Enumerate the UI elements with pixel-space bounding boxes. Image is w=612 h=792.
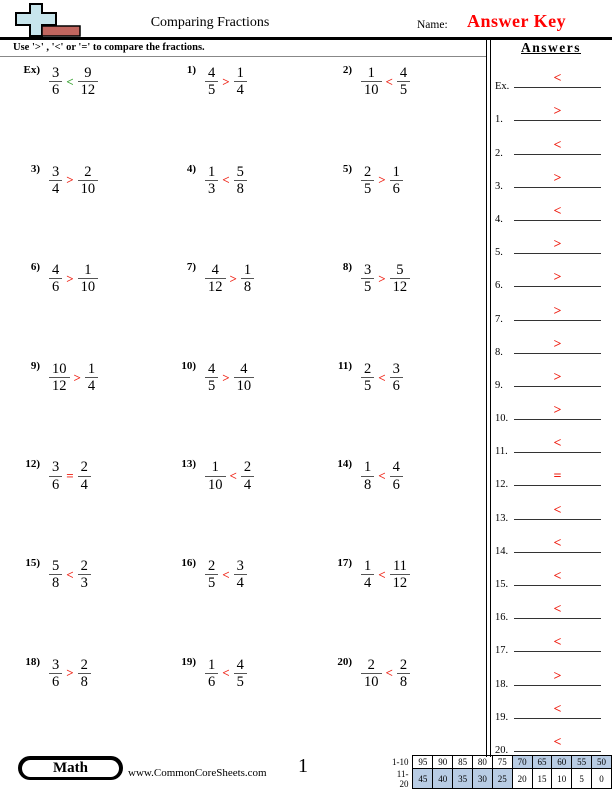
score-cell: 0	[592, 769, 612, 789]
problem-5	[326, 159, 482, 258]
problem-number: 20)	[337, 655, 352, 668]
score-cell: 55	[572, 756, 592, 769]
comparison-symbol: >	[378, 172, 386, 188]
problem-18	[14, 652, 170, 751]
comparison-symbol: <	[66, 73, 74, 89]
fraction-left: $\frac{3}{5}$	[361, 262, 374, 295]
answer-symbol: >	[553, 104, 562, 120]
answer-row-16	[492, 593, 610, 626]
fraction-right: $\frac{4}{5}$	[397, 65, 410, 98]
fraction-left: $\frac{2}{5}$	[361, 164, 374, 197]
answer-symbol: >	[553, 237, 562, 253]
answers-list	[492, 62, 610, 759]
answer-symbol: >	[553, 270, 562, 286]
fraction-right: $\frac{5}{8}$	[234, 164, 247, 197]
fraction-left: $\frac{3}{4}$	[49, 164, 62, 197]
score-cell: 65	[532, 756, 552, 769]
answer-number: 4.	[495, 213, 503, 225]
comparison-symbol: <	[222, 172, 230, 188]
answer-row-5	[492, 228, 610, 261]
answer-row-14	[492, 527, 610, 560]
problem-number: 3)	[30, 162, 40, 175]
answer-row-13	[492, 493, 610, 526]
answer-blank	[514, 268, 601, 287]
problem-20	[326, 652, 482, 751]
instruction-divider	[0, 56, 487, 57]
answer-number: 19.	[495, 711, 509, 723]
problem-number: 4)	[186, 162, 196, 175]
answer-blank	[514, 733, 601, 752]
answer-number: 14.	[495, 545, 509, 557]
problem-7	[170, 257, 326, 356]
score-cell: 25	[492, 769, 512, 789]
website-url: www.CommonCoreSheets.com	[128, 767, 267, 779]
subject-label: Math	[22, 760, 119, 777]
comparison-symbol: =	[66, 468, 74, 484]
answer-blank	[514, 600, 601, 619]
problem-12	[14, 454, 170, 553]
answer-row-3	[492, 162, 610, 195]
score-cell: 10	[552, 769, 572, 789]
answer-symbol: <	[553, 701, 562, 717]
fraction-left: $\frac{1}{6}$	[205, 657, 218, 690]
score-cell: 15	[532, 769, 552, 789]
answer-number: 17.	[495, 645, 509, 657]
comparison-symbol: <	[385, 665, 393, 681]
fraction-right: $\frac{2}{10}$	[78, 164, 99, 197]
problem-number: 12)	[25, 458, 40, 471]
problem-number: 15)	[25, 556, 40, 569]
answer-blank	[514, 169, 601, 188]
problem-6	[14, 257, 170, 356]
score-cell: 45	[413, 769, 433, 789]
answer-number: 11.	[495, 446, 508, 458]
score-row-label: 11-20	[396, 768, 409, 789]
problem-number: 5)	[342, 162, 352, 175]
fraction-left: $\frac{4}{12}$	[205, 262, 226, 295]
answer-number: 10.	[495, 413, 509, 425]
answer-row-4	[492, 195, 610, 228]
score-cell: 85	[453, 756, 473, 769]
fraction-right: $\frac{5}{12}$	[390, 262, 411, 295]
fraction-left: $\frac{1}{4}$	[361, 558, 374, 591]
fraction-right: $\frac{2}{4}$	[78, 459, 91, 492]
score-cell: 5	[572, 769, 592, 789]
answer-symbol: <	[553, 569, 562, 584]
comparison-symbol: >	[66, 665, 74, 681]
answer-symbol: >	[553, 303, 562, 319]
score-cell: 80	[473, 756, 493, 769]
answer-number: 13.	[495, 512, 509, 524]
score-row-11-20	[388, 769, 612, 789]
answer-blank	[514, 401, 601, 420]
fraction-left: $\frac{2}{5}$	[361, 361, 374, 394]
fraction-left: $\frac{3}{6}$	[49, 459, 62, 492]
name-label: Name:	[417, 19, 448, 31]
comparison-symbol: <	[378, 369, 386, 385]
problem-17	[326, 553, 482, 652]
fraction-left: $\frac{3}{6}$	[49, 65, 62, 98]
answer-symbol: <	[553, 137, 562, 153]
answer-row-7	[492, 294, 610, 327]
fraction-left: $\frac{4}{5}$	[205, 361, 218, 394]
fraction-left: $\frac{1}{8}$	[361, 459, 374, 492]
fraction-left: $\frac{2}{5}$	[205, 558, 218, 591]
fraction-left: $\frac{4}{5}$	[205, 65, 218, 98]
fraction-right: $\frac{1}{10}$	[78, 262, 99, 295]
problem-13	[170, 454, 326, 553]
fraction-right: $\frac{9}{12}$	[78, 65, 99, 98]
answer-blank	[514, 567, 601, 586]
fraction-left: $\frac{3}{6}$	[49, 657, 62, 690]
answer-symbol: <	[553, 602, 562, 618]
answer-key-label: Answer Key	[467, 11, 567, 31]
answer-blank	[514, 69, 601, 88]
answers-divider	[486, 40, 491, 757]
answer-row-11	[492, 427, 610, 460]
answer-blank	[514, 501, 601, 520]
answer-row-6	[492, 261, 610, 294]
answer-symbol: <	[553, 734, 562, 750]
comparison-symbol: <	[378, 566, 386, 582]
problems-grid	[14, 60, 486, 750]
problem-19	[170, 652, 326, 751]
problem-2	[326, 60, 482, 159]
answer-number: 9.	[495, 379, 503, 391]
answer-row-18	[492, 659, 610, 692]
fraction-right: $\frac{1}{4}$	[234, 65, 247, 98]
fraction-left: $\frac{1}{3}$	[205, 164, 218, 197]
answer-blank	[514, 102, 601, 121]
problem-number: 19)	[181, 655, 196, 668]
problem-10	[170, 356, 326, 455]
answer-blank	[514, 235, 601, 254]
answer-symbol: >	[553, 336, 562, 352]
answer-number: 15.	[495, 579, 509, 590]
comparison-symbol: <	[385, 73, 393, 89]
comparison-symbol: <	[222, 566, 230, 582]
fraction-left: $\frac{5}{8}$	[49, 558, 62, 591]
fraction-right: $\frac{3}{6}$	[390, 361, 403, 394]
answer-symbol: <	[553, 203, 562, 219]
answer-row-12	[492, 460, 610, 493]
score-cell: 75	[492, 756, 512, 769]
problem-number: 9)	[30, 359, 40, 372]
answer-symbol: <	[553, 635, 562, 651]
fraction-right: $\frac{2}{8}$	[78, 657, 91, 690]
answer-blank	[514, 534, 601, 553]
problem-number: 14)	[337, 458, 352, 471]
fraction-right: $\frac{11}{12}$	[390, 558, 411, 591]
answer-blank	[514, 434, 601, 453]
problem-3	[14, 159, 170, 258]
answer-blank	[514, 700, 601, 719]
problem-number: 2)	[342, 64, 352, 76]
comparison-symbol: <	[378, 468, 386, 484]
score-cell: 90	[433, 756, 453, 769]
problem-number: 17)	[337, 556, 352, 569]
answer-row-20	[492, 726, 610, 759]
score-row-label: 1-10	[391, 757, 409, 767]
fraction-right: $\frac{2}{3}$	[78, 558, 91, 591]
answer-number: 5.	[495, 247, 503, 259]
fraction-right: $\frac{2}{4}$	[241, 459, 254, 492]
problem-number: 13)	[181, 458, 196, 471]
answer-blank	[514, 335, 601, 354]
comparison-symbol: <	[229, 468, 237, 484]
problem-number: 7)	[186, 261, 196, 274]
problem-number: 8)	[342, 261, 352, 274]
fraction-right: $\frac{4}{10}$	[234, 361, 255, 394]
answer-blank	[514, 368, 601, 387]
problem-number: 18)	[25, 655, 40, 668]
answer-number: 2.	[495, 147, 503, 159]
problem-14	[326, 454, 482, 553]
answer-number: Ex.	[495, 81, 510, 93]
comparison-symbol: >	[222, 73, 230, 89]
problem-11	[326, 356, 482, 455]
answer-number: 18.	[495, 678, 509, 690]
subject-badge	[18, 756, 123, 780]
problem-ex	[14, 60, 170, 159]
comparison-symbol: >	[66, 270, 74, 286]
page-title: Comparing Fractions	[150, 15, 270, 30]
answer-symbol: <	[553, 436, 562, 452]
score-cell: 95	[413, 756, 433, 769]
answer-symbol: >	[553, 369, 562, 385]
score-cell: 60	[552, 756, 572, 769]
fraction-right: $\frac{4}{5}$	[234, 657, 247, 690]
problem-8	[326, 257, 482, 356]
problem-number: 6)	[30, 261, 40, 274]
answer-symbol: <	[553, 502, 562, 518]
score-cell: 35	[453, 769, 473, 789]
answer-number: 6.	[495, 280, 503, 292]
problem-1	[170, 60, 326, 159]
comparison-symbol: <	[222, 665, 230, 681]
fraction-right: $\frac{4}{6}$	[390, 459, 403, 492]
answer-blank	[514, 467, 601, 486]
comparison-symbol: >	[66, 172, 74, 188]
answer-number: 16.	[495, 612, 509, 624]
comparison-symbol: >	[222, 369, 230, 385]
answer-number: 20.	[495, 744, 509, 756]
answer-number: 8.	[495, 346, 503, 358]
answer-symbol: >	[553, 668, 562, 684]
fraction-right: $\frac{1}{8}$	[241, 262, 254, 295]
problem-4	[170, 159, 326, 258]
score-cell: 20	[512, 769, 532, 789]
fraction-right: $\frac{1}{6}$	[390, 164, 403, 197]
answers-heading: Answers	[521, 40, 581, 55]
answer-row-1	[492, 95, 610, 128]
answer-row-8	[492, 328, 610, 361]
answer-row-15	[492, 560, 610, 593]
answer-row-17	[492, 626, 610, 659]
problem-number: 10)	[181, 359, 196, 372]
answer-symbol: <	[553, 71, 562, 87]
problem-number: Ex)	[23, 64, 40, 76]
comparison-symbol: >	[378, 270, 386, 286]
answer-row-ex	[492, 62, 610, 95]
instruction-text: Use '>' , '<' or '=' to compare the fractions.	[13, 42, 205, 53]
answer-blank	[514, 633, 601, 652]
answer-symbol: =	[553, 469, 562, 485]
comparison-symbol: >	[73, 369, 81, 385]
score-cell: 70	[512, 756, 532, 769]
answer-symbol: <	[553, 535, 562, 551]
fraction-left: $\frac{2}{10}$	[361, 657, 382, 690]
plus-sign-and-block-icon	[12, 2, 84, 43]
problem-number: 16)	[181, 556, 196, 569]
problem-15	[14, 553, 170, 652]
page-number: 1	[298, 755, 308, 777]
answer-blank	[514, 667, 601, 686]
answer-row-2	[492, 128, 610, 161]
fraction-left: $\frac{10}{12}$	[49, 361, 70, 394]
answer-row-10	[492, 394, 610, 427]
score-row-1-10	[388, 756, 612, 769]
problem-16	[170, 553, 326, 652]
fraction-right: $\frac{2}{8}$	[397, 657, 410, 690]
answer-blank	[514, 136, 601, 155]
score-table	[388, 755, 612, 789]
answer-symbol: >	[553, 403, 562, 419]
score-cell: 30	[473, 769, 493, 789]
problem-number: 1)	[186, 64, 196, 76]
fraction-left: $\frac{4}{6}$	[49, 262, 62, 295]
problem-9	[14, 356, 170, 455]
answer-blank	[514, 202, 601, 221]
answer-number: 12.	[495, 479, 509, 491]
fraction-left: $\frac{1}{10}$	[205, 459, 226, 492]
score-cell: 40	[433, 769, 453, 789]
answer-row-9	[492, 361, 610, 394]
answer-number: 1.	[495, 114, 503, 126]
answer-number: 3.	[495, 180, 503, 192]
comparison-symbol: >	[229, 270, 237, 286]
comparison-symbol: <	[66, 566, 74, 582]
answer-symbol: >	[553, 170, 562, 186]
fraction-right: $\frac{3}{4}$	[234, 558, 247, 591]
answer-blank	[514, 302, 601, 321]
fraction-left: $\frac{1}{10}$	[361, 65, 382, 98]
answer-row-19	[492, 693, 610, 726]
score-cell: 50	[592, 756, 612, 769]
answer-number: 7.	[495, 313, 503, 325]
fraction-right: $\frac{1}{4}$	[85, 361, 98, 394]
problem-number: 11)	[337, 359, 352, 372]
